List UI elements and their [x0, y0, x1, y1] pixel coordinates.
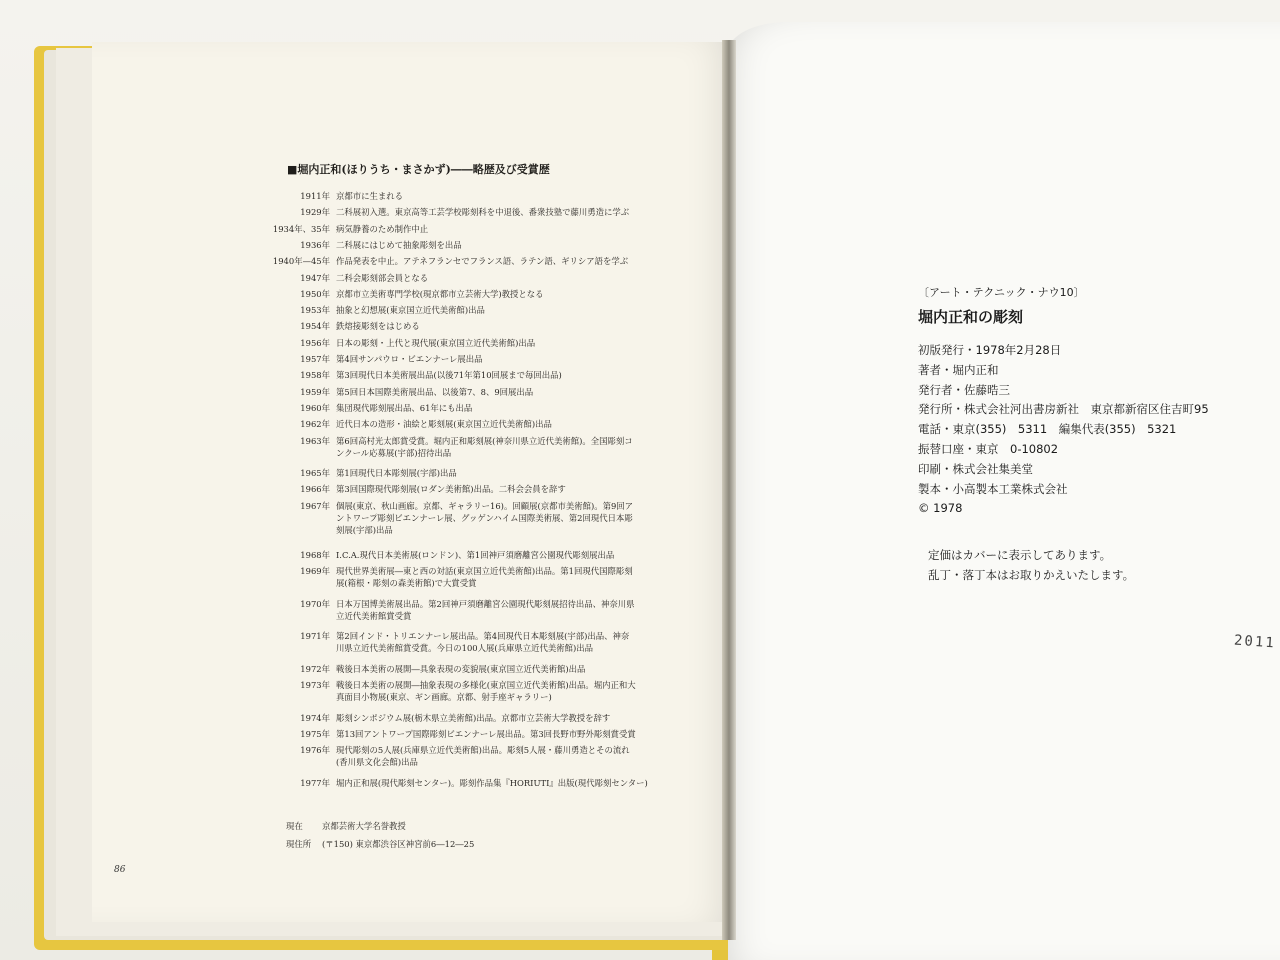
timeline-entry — [300, 565, 633, 589]
timeline-text: 第5回日本国際美術展出品、以後第7、8、9回展出品 — [336, 386, 534, 397]
timeline-text: 日本万国博美術展出品。第2回神戸須磨離宮公園現代彫刻展招待出品、神奈川県 — [336, 598, 635, 609]
timeline-text: 二科展にはじめて抽象彫刻を出品 — [336, 239, 462, 250]
publication-info-line: 発行所・株式会社河出書房新社 東京都新宿区住吉町95 — [918, 402, 1209, 417]
publication-info-line: 製本・小高製本工業株式会社 — [918, 481, 1068, 496]
timeline-entry — [300, 288, 544, 300]
timeline-year: 1963年 — [300, 435, 330, 446]
timeline-year: 1929年 — [300, 207, 330, 218]
timeline-year: 1971年 — [300, 631, 330, 642]
biography-heading: ■堀内正和(ほりうち・まさかず)――略歴及び受賞歴 — [287, 163, 550, 176]
timeline-year: 1947年 — [300, 272, 330, 283]
note-line: 乱丁・落丁本はお取りかえいたします。 — [928, 568, 1135, 582]
timeline-text: 第4回サンパウロ・ビエンナーレ展出品 — [336, 354, 483, 364]
timeline-text: 抽象と幻想展(東京国立近代美術館)出品 — [336, 305, 485, 316]
timeline-entry — [300, 239, 462, 251]
timeline-entry — [300, 386, 534, 398]
colophon — [918, 284, 1209, 519]
book-title: 堀内正和の彫刻 — [918, 308, 1024, 326]
timeline-text: 集団現代彫刻展出品、61年にも出品 — [336, 402, 473, 413]
timeline-text: 現代世界美術展―東と西の対話(東京国立近代美術館)出品。第1回現代国際彫刻 — [336, 565, 633, 576]
timeline-text: 第3回現代日本美術展出品(以後71年第10回展まで毎回出品) — [336, 370, 562, 381]
publication-info-line: 著者・堀内正和 — [918, 362, 999, 377]
timeline-year: 1911年 — [300, 191, 330, 201]
book-gutter — [722, 40, 736, 940]
page-number: 86 — [114, 865, 126, 875]
timeline-text: ントワープ彫刻ビエンナーレ展、グッゲンハイム国際美術展、第2回現代日本彫 — [336, 512, 633, 523]
timeline-entry — [300, 630, 630, 654]
timeline-text: 彫刻シンポジウム展(栃木県立美術館)出品。京都市立芸術大学教授を辞す — [336, 712, 611, 723]
current-info-text: 京都芸術大学名誉教授 — [322, 821, 406, 831]
timeline-year: 1976年 — [300, 745, 330, 756]
timeline-year: 1954年 — [300, 321, 330, 332]
timeline-year: 1958年 — [300, 370, 330, 381]
timeline-text: 第3回国際現代彫刻展(ロダン美術館)出品。二科会会員を辞す — [336, 484, 566, 495]
notes — [928, 545, 1134, 585]
timeline-entry — [300, 402, 473, 414]
timeline-year: 1967年 — [300, 500, 330, 511]
timeline-year: 1977年 — [300, 777, 330, 788]
timeline-text: 戦後日本美術の展開―具象表現の変貌展(東京国立近代美術館)出品 — [336, 663, 586, 674]
note-line: 定価はカバーに表示してあります。 — [928, 548, 1112, 562]
timeline-text: 個展(東京、秋山画廊。京都、ギャラリー16)。回顧展(京都市美術館)。第9回ア — [336, 500, 634, 511]
timeline-entry — [272, 255, 629, 267]
timeline-year: 1934年、35年 — [272, 223, 330, 234]
timeline-year: 1960年 — [300, 402, 330, 413]
timeline-text: 日本の彫刻・上代と現代展(東京国立近代美術館)出品 — [336, 337, 536, 348]
timeline-entry — [300, 500, 634, 536]
publication-info-line: © 1978 — [918, 501, 963, 516]
publication-info-line: 電話・東京(355) 5311 編集代表(355) 5321 — [918, 422, 1177, 437]
timeline-text: 第13回アントワープ国際彫刻ビエンナーレ展出品。第3回長野市野外彫刻賞受賞 — [336, 728, 636, 739]
timeline-year: 1959年 — [300, 386, 330, 397]
timeline-text: 二科展初入選。東京高等工芸学校彫刻科を中退後、番衆技塾で藤川勇造に学ぶ — [336, 207, 630, 218]
timeline-year: 1968年 — [300, 549, 330, 560]
timeline-entry — [300, 663, 586, 675]
timeline-entry — [300, 483, 566, 495]
timeline-year: 1957年 — [300, 354, 330, 364]
timeline-text: 京都市に生まれる — [336, 191, 403, 201]
timeline-text: 近代日本の造形・油絵と彫刻展(東京国立近代美術館)出品 — [336, 419, 552, 430]
current-info-row — [286, 838, 474, 850]
timeline-year: 1940年—45年 — [272, 256, 330, 267]
timeline-entry — [300, 467, 457, 479]
timeline-text: 立近代美術館賞受賞 — [336, 610, 412, 621]
showthrough-text — [940, 120, 951, 136]
publication-info-line: 振替口座・東京 0-10802 — [918, 441, 1059, 456]
timeline-entry — [300, 337, 536, 349]
publication-info-line: 発行者・佐藤晧三 — [918, 382, 1010, 397]
timeline-text: 真面目小物展(東京、ギン画廊。京都、射手座ギャラリー) — [336, 692, 552, 702]
timeline-entry — [300, 549, 615, 561]
timeline-entry — [300, 190, 403, 202]
timeline-text: I.C.A.現代日本美術展(ロンドン)、第1回神戸須磨離宮公園現代彫刻展出品 — [336, 549, 615, 560]
timeline-text: 二科会彫刻部会員となる — [336, 272, 429, 283]
timeline-year: 1966年 — [300, 484, 330, 495]
timeline-year: 1973年 — [300, 680, 330, 690]
publication-info-line: 初版発行・1978年2月28日 — [918, 343, 1062, 357]
timeline-entry — [300, 744, 630, 768]
timeline-text: 川県立近代美術館賞受賞。今日の100人展(兵庫県立近代美術館)出品 — [336, 643, 594, 654]
timeline-entry — [300, 206, 630, 218]
timeline-entry — [300, 418, 552, 430]
timeline-year: 1972年 — [300, 663, 330, 674]
timeline-text: 展(箱根・彫刻の森美術館)で大賞受賞 — [336, 577, 477, 588]
handwritten-number: 2011 — [1233, 632, 1277, 652]
timeline-year: 1936年 — [300, 239, 330, 250]
timeline-entry — [300, 598, 635, 622]
timeline-entry — [300, 777, 648, 789]
timeline-year: 1970年 — [300, 598, 330, 609]
current-info-row — [286, 820, 406, 832]
timeline-text: 戦後日本美術の展開―抽象表現の多様化(東京国立近代美術館)出品。堀内正和大 — [336, 680, 636, 690]
timeline-entry — [300, 320, 420, 332]
timeline-text: ンクール応募展(宇部)招待出品 — [336, 447, 452, 458]
timeline-text: 刻展(宇部)出品 — [336, 524, 393, 535]
timeline-text: 第6回高村光太郎賞受賞。堀内正和彫刻展(神奈川県立近代美術館)。全国彫刻コ — [336, 435, 633, 446]
timeline-entry — [300, 679, 636, 703]
timeline-entry — [272, 223, 429, 235]
series-title: 〔アート・テクニック・ナウ10〕 — [918, 286, 1085, 299]
timeline-text: 現代彫刻の5人展(兵庫県立近代美術館)出品。彫刻5人展・藤川勇造とその流れ — [336, 745, 630, 756]
timeline-year: 1956年 — [300, 337, 330, 348]
timeline-year: 1975年 — [300, 728, 330, 739]
timeline-text: 作品発表を中止。アテネフランセでフランス語、ラテン語、ギリシア語を学ぶ — [336, 256, 629, 267]
timeline-year: 1965年 — [300, 468, 330, 479]
publication-info-line: 印刷・株式会社集美堂 — [918, 461, 1033, 476]
timeline-text: 病気静養のため制作中止 — [336, 223, 429, 234]
timeline-entry — [300, 353, 483, 365]
timeline-year: 1953年 — [300, 305, 330, 316]
timeline-entry — [300, 369, 562, 381]
current-info-label: 現住所 — [286, 839, 312, 849]
timeline-entry — [300, 728, 636, 740]
timeline-entry — [300, 435, 633, 459]
timeline-text: 京都市立美術専門学校(現京都市立芸術大学)教授となる — [336, 288, 544, 299]
timeline-entry — [300, 712, 611, 724]
timeline-text: 鉄熔接彫刻をはじめる — [336, 321, 420, 332]
current-info-label: 現在 — [286, 821, 303, 831]
timeline-entry — [300, 272, 429, 284]
timeline-text: 堀内正和展(現代彫刻センター)。彫刻作品集『HORIUTI』出版(現代彫刻センター) — [336, 777, 648, 788]
timeline-text: (香川県文化会館)出品 — [336, 757, 418, 768]
timeline-year: 1974年 — [300, 712, 330, 723]
timeline-year: 1969年 — [300, 565, 330, 576]
timeline-text: 第1回現代日本彫刻展(宇部)出品 — [336, 468, 457, 479]
timeline-year: 1962年 — [300, 419, 330, 430]
timeline-entry — [300, 304, 485, 316]
timeline-text: 第2回インド・トリエンナーレ展出品。第4回現代日本彫刻展(宇部)出品、神奈 — [336, 631, 630, 642]
publication-info — [918, 341, 1209, 519]
current-info-text: (〒150) 東京都渋谷区神宮前6―12―25 — [322, 839, 475, 849]
timeline-year: 1950年 — [300, 288, 330, 299]
